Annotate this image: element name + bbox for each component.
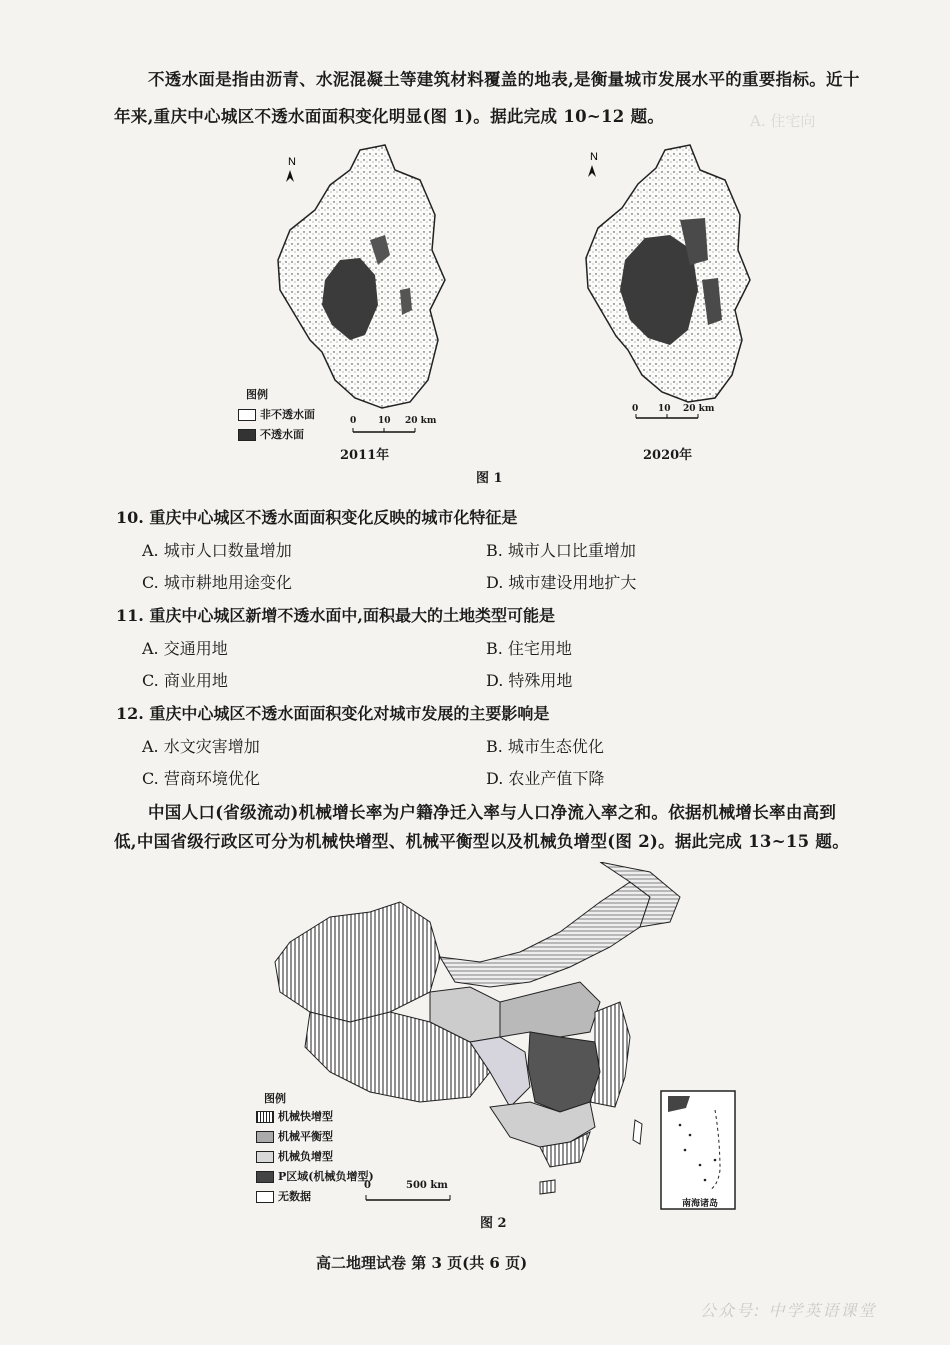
- legend-swatch-fast: [256, 1111, 274, 1123]
- page-footer: 高二地理试卷 第 3 页(共 6 页): [316, 1254, 528, 1272]
- intro-paragraph-1: [148, 60, 928, 100]
- legend-swatch-p-region: [256, 1171, 274, 1183]
- question-11-stem: 11. 重庆中心城区新增不透水面中,面积最大的土地类型可能是: [116, 606, 555, 625]
- question-10-option-c: C. 城市耕地用途变化: [142, 573, 292, 592]
- question-12-option-b: B. 城市生态优化: [486, 737, 604, 756]
- south-china-sea-inset: [660, 1090, 736, 1210]
- legend-swatch-dark: [238, 429, 256, 441]
- figure-2-legend-item-4: P区域(机械负增型): [256, 1168, 374, 1184]
- figure-1-legend-item-2: 不透水面: [238, 426, 304, 442]
- inset-label: 南海诸岛: [682, 1199, 719, 1209]
- region-taiwan: [633, 1120, 642, 1144]
- intro-paragraph-2-cont: [114, 822, 914, 862]
- year-label-2011: 2011年: [340, 448, 390, 463]
- intro2-line-2: 低,中国省级行政区可分为机械快增型、机械平衡型以及机械负增型(图 2)。据此完成 13~15 题。: [114, 832, 850, 851]
- question-10-option-d: D. 城市建设用地扩大: [486, 573, 637, 592]
- figure-2-legend-item-5: 无数据: [256, 1188, 311, 1204]
- scale-bar-figure-2: [360, 1192, 460, 1206]
- intro-line-2: 年来,重庆中心城区不透水面面积变化明显(图 1)。据此完成 10~12 题。: [114, 107, 665, 126]
- scale-label-2011-0: 0: [350, 416, 357, 426]
- figure-1-map-2020: [570, 140, 790, 430]
- question-10-option-b: B. 城市人口比重增加: [486, 541, 636, 560]
- watermark: 公众号: 中学英语课堂: [700, 1301, 877, 1320]
- scale-label-2020-20: 20 km: [683, 404, 715, 414]
- question-10-stem: 10. 重庆中心城区不透水面面积变化反映的城市化特征是: [116, 508, 518, 527]
- question-12-option-c: C. 营商环境优化: [142, 769, 260, 788]
- question-12-option-d: D. 农业产值下降: [486, 769, 605, 788]
- figure-2-scale-0: 0: [364, 1180, 371, 1191]
- north-arrow-2020: N: [590, 151, 598, 163]
- year-label-2020: 2020年: [643, 448, 693, 463]
- figure-2-legend-item-3: 机械负增型: [256, 1148, 333, 1164]
- figure-2-legend-title: 图例: [264, 1092, 286, 1105]
- scale-label-2011-10: 10: [378, 416, 391, 426]
- intro-line-1: 不透水面是指由沥青、水泥混凝土等建筑材料覆盖的地表,是衡量城市发展水平的重要指标。近十: [148, 70, 860, 89]
- bleed-through-text: A. 住宅向: [750, 112, 816, 130]
- figure-1-caption: 图 1: [476, 471, 503, 486]
- figure-2-legend-item-1: 机械快增型: [256, 1108, 333, 1124]
- scale-label-2011-20: 20 km: [405, 416, 437, 426]
- scale-label-2020-10: 10: [658, 404, 671, 414]
- scale-label-2020-0: 0: [632, 404, 639, 414]
- question-11-option-a: A. 交通用地: [142, 639, 228, 658]
- region-inner-mongolia: [440, 882, 650, 987]
- question-12-option-a: A. 水文灾害增加: [142, 737, 260, 756]
- region-p-area: [528, 1032, 600, 1112]
- question-11-option-d: D. 特殊用地: [486, 671, 573, 690]
- question-12-stem: 12. 重庆中心城区不透水面面积变化对城市发展的主要影响是: [116, 704, 550, 723]
- figure-1-legend-title: 图例: [246, 388, 268, 401]
- north-arrow-2011: N: [288, 156, 296, 168]
- legend-swatch-white: [238, 409, 256, 421]
- question-10-option-a: A. 城市人口数量增加: [142, 541, 292, 560]
- intro2-line-1: 中国人口(省级流动)机械增长率为户籍净迁入率与人口净流入率之和。依据机械增长率由高到: [148, 803, 837, 822]
- figure-1-map-2011: [260, 140, 480, 440]
- question-11-option-b: B. 住宅用地: [486, 639, 572, 658]
- figure-2-caption: 图 2: [480, 1216, 507, 1231]
- figure-1-legend-item-1: 非不透水面: [238, 406, 315, 422]
- region-central: [500, 982, 600, 1037]
- figure-2-scale-500: 500 km: [406, 1180, 448, 1191]
- question-11-option-c: C. 商业用地: [142, 671, 228, 690]
- region-hainan: [540, 1180, 555, 1194]
- region-xinjiang: [275, 902, 440, 1022]
- legend-swatch-balance: [256, 1131, 274, 1143]
- legend-swatch-no-data: [256, 1191, 274, 1203]
- legend-swatch-negative: [256, 1151, 274, 1163]
- figure-2-legend-item-2: 机械平衡型: [256, 1128, 333, 1144]
